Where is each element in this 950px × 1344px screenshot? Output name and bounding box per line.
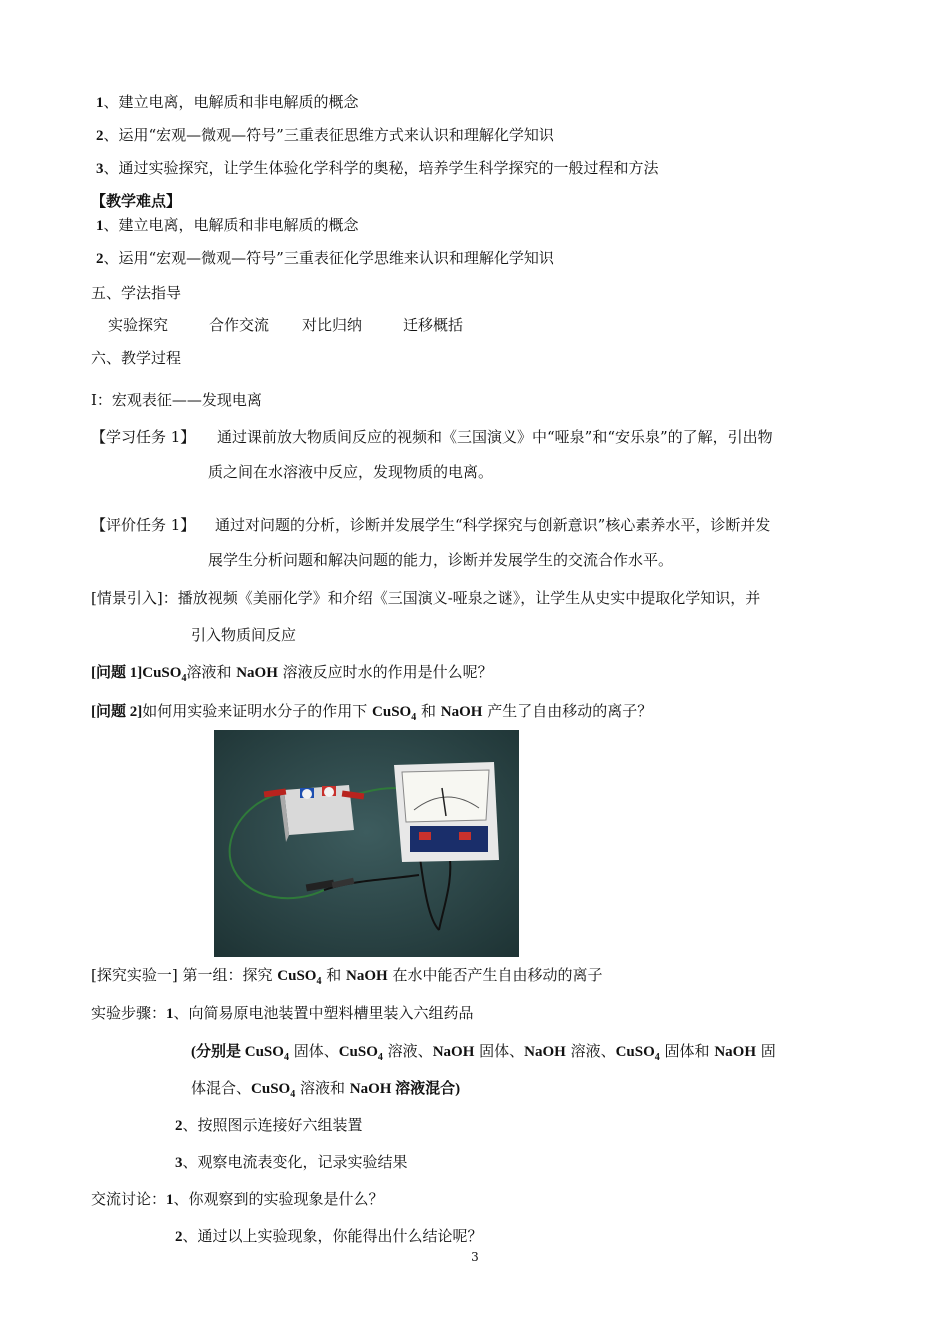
difficulty-item-2: 2、运用“宏观—微观—符号”三重表征化学思维来认识和理解化学知识 — [96, 249, 554, 267]
page-number: 3 — [471, 1250, 479, 1264]
task1-line2: 质之间在水溶液中反应，发现物质的电离。 — [208, 463, 494, 481]
eval1-label: 【评价任务 1】 — [91, 516, 196, 534]
study-method-heading: 五、学法指导 — [91, 284, 182, 302]
task1-label: 【学习任务 1】 — [91, 428, 196, 446]
part1-title: Ⅰ：宏观表征——发现电离 — [91, 391, 262, 409]
discussion-2: 2、通过以上实验现象，你能得出什么结论呢？ — [175, 1227, 483, 1245]
task1-line1: 通过课前放大物质间反应的视频和《三国演义》中“哑泉”和“安乐泉”的了解，引出物 — [217, 428, 773, 446]
discussion-1: 交流讨论：1、你观察到的实验现象是什么？ — [91, 1190, 384, 1208]
step-2: 2、按照图示连接好六组装置 — [175, 1116, 363, 1134]
study-method-item-1: 实验探究 — [108, 316, 169, 334]
objective-3: 3、通过实验探究，让学生体验化学科学的奥秘，培养学生科学探究的一般过程和方法 — [96, 159, 659, 177]
objective-2: 2、运用“宏观—微观—符号”三重表征思维方式来认识和理解化学知识 — [96, 126, 554, 144]
study-method-item-2: 合作交流 — [209, 316, 270, 334]
study-method-item-4: 迁移概括 — [403, 316, 464, 334]
difficulty-heading: 【教学难点】 — [91, 192, 182, 210]
process-heading: 六、教学过程 — [91, 349, 182, 367]
experiment-1: [探究实验一] 第一组：探究 CuSO$_4$ 和 NaOH 在水中能否产生自由移动的离子 — [91, 966, 603, 987]
experiment-apparatus-photo — [214, 730, 519, 957]
eval1-line1: 通过对问题的分析，诊断并发展学生“科学探究与创新意识”核心素养水平，诊断并发 — [215, 516, 771, 534]
question-1: [问题 1]CuSO$_4$溶液和 NaOH 溶液反应时水的作用是什么呢？ — [91, 663, 493, 684]
step-1-detail-line1: (分别是 CuSO$_4$ 固体、CuSO$_4$ 溶液、NaOH 固体、NaOH 溶液、CuSO$_4$ 固体和 NaOH 固 — [191, 1042, 776, 1063]
eval1-line2: 展学生分析问题和解决问题的能力，诊断并发展学生的交流合作水平。 — [208, 551, 674, 569]
step-1: 实验步骤：1、向简易原电池装置中塑料槽里装入六组药品 — [91, 1004, 474, 1022]
study-method-item-3: 对比归纳 — [302, 316, 363, 334]
step-1-detail-line2: 体混合、CuSO$_4$ 溶液和 NaOH 溶液混合) — [191, 1079, 461, 1100]
intro-line1: [情景引入]：播放视频《美丽化学》和介绍《三国演义-哑泉之谜》，让学生从史实中提取化学知识，并 — [91, 589, 761, 607]
difficulty-item-1: 1、建立电离，电解质和非电解质的概念 — [96, 216, 359, 234]
objective-1: 1、建立电离，电解质和非电解质的概念 — [96, 93, 359, 111]
intro-line2: 引入物质间反应 — [191, 626, 297, 644]
step-3: 3、观察电流表变化，记录实验结果 — [175, 1153, 408, 1171]
question-2: [问题 2]如何用实验来证明水分子的作用下 CuSO$_4$ 和 NaOH 产生了自由移动的离子？ — [91, 702, 653, 723]
